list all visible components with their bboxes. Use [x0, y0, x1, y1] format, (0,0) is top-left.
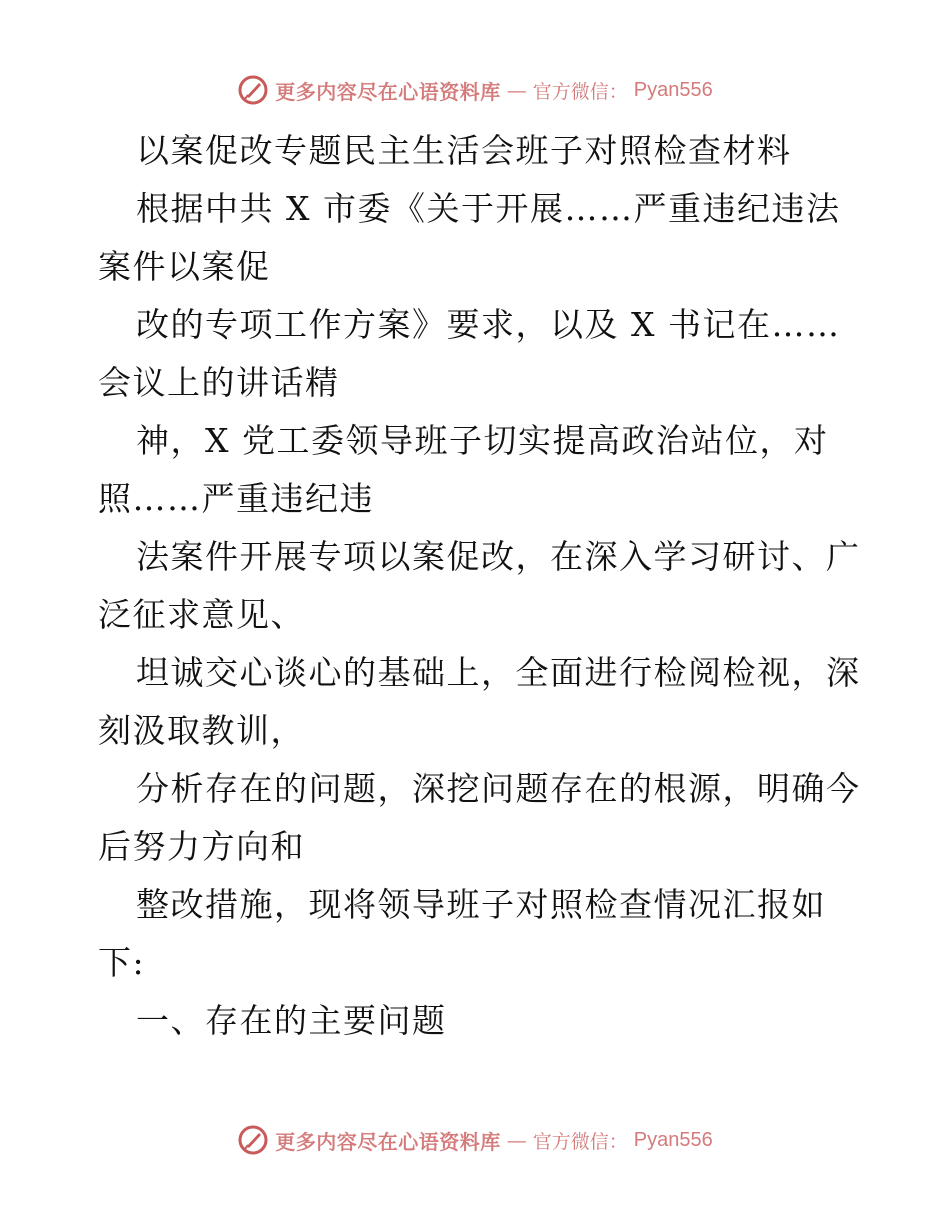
- text-line: 会议上的讲话精: [98, 363, 340, 402]
- text-line: 下:: [98, 943, 146, 982]
- text-line: 案件以案促: [98, 247, 271, 286]
- document-title: 以案促改专题民主生活会班子对照检查材料: [136, 131, 792, 170]
- text-line: 坦诚交心谈心的基础上，全面进行检阅检视，深: [136, 653, 861, 692]
- watermark-dash: —: [506, 78, 527, 102]
- quill-logo-icon: [237, 1124, 269, 1156]
- quill-logo-icon: [237, 74, 269, 106]
- text-line: 神，X 党工委领导班子切实提高政治站位，对: [136, 421, 829, 460]
- text-line: 刻汲取教训，: [98, 711, 305, 750]
- watermark-account: Pyan556: [633, 78, 713, 101]
- text-line: 泛征求意见、: [98, 595, 305, 634]
- text-line: 整改措施，现将领导班子对照检查情况汇报如: [136, 885, 826, 924]
- document-body: [98, 122, 861, 1050]
- text-line: 照……严重违纪违: [98, 479, 374, 518]
- text-line: 分析存在的问题，深挖问题存在的根源，明确今: [136, 769, 861, 808]
- watermark-account: Pyan556: [633, 1128, 713, 1151]
- watermark-site-text: 更多内容尽在心语资料库: [275, 79, 501, 104]
- text-line: 根据中共 X 市委《关于开展……严重违纪违法: [136, 189, 841, 228]
- footer-watermark: [0, 1120, 950, 1160]
- text-line: 法案件开展专项以案促改，在深入学习研讨、广: [136, 537, 861, 576]
- text-line: 后努力方向和: [98, 827, 305, 866]
- watermark-site-text: 更多内容尽在心语资料库: [275, 1129, 501, 1154]
- header-watermark: [0, 70, 950, 110]
- watermark-label: 官方微信：: [532, 1130, 628, 1153]
- watermark-dash: —: [506, 1128, 527, 1152]
- watermark-label: 官方微信：: [532, 80, 628, 103]
- section-heading: 一、存在的主要问题: [136, 1001, 447, 1040]
- text-line: 改的专项工作方案》要求，以及 X 书记在……: [136, 305, 841, 344]
